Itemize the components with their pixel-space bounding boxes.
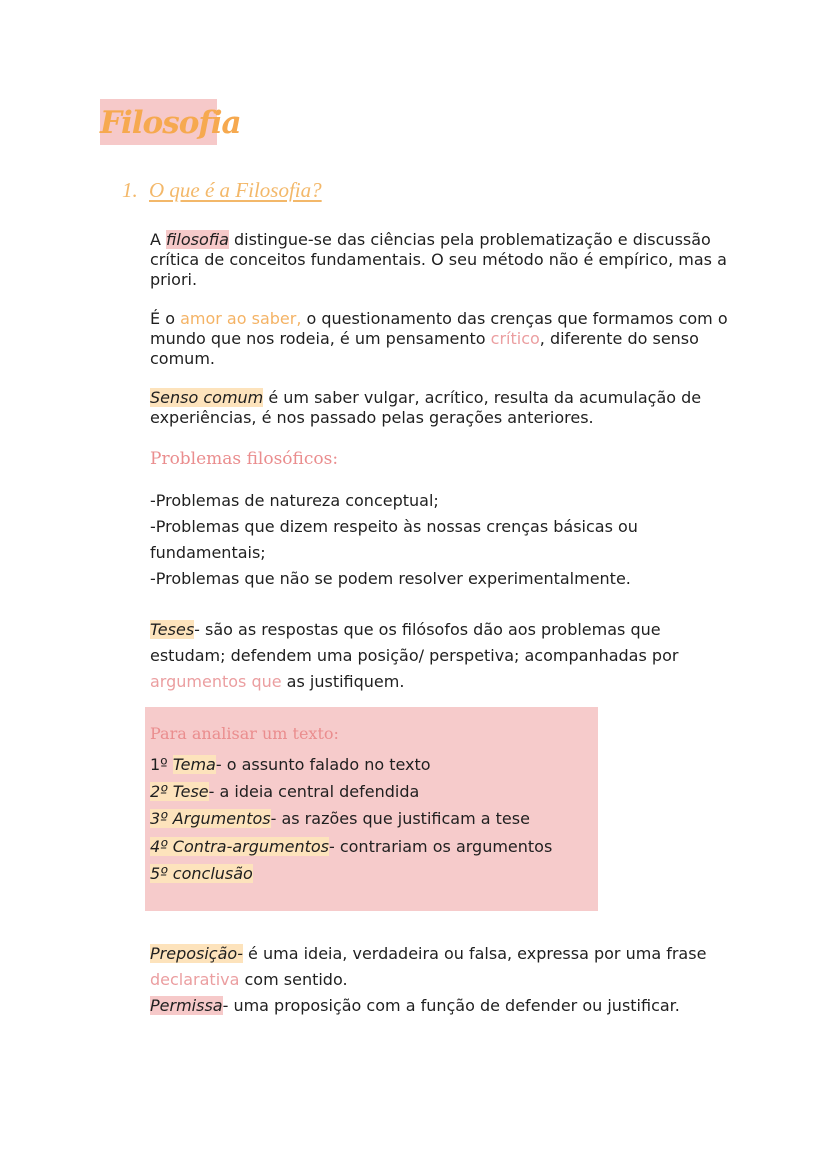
text: - contrariam os argumentos <box>328 837 553 856</box>
paragraph-filosofia <box>150 230 740 290</box>
analysis-heading: Para analisar um texto: <box>150 724 339 743</box>
term: 2º Tese <box>150 782 209 801</box>
paragraph-amor-saber <box>150 309 740 369</box>
text: distingue-se das ciências pela problematização e discussão crítica de conceitos fundamentais. O seu método não é empírico, mas a priori. <box>150 230 727 289</box>
list-item: -Problemas de natureza conceptual; <box>150 491 439 510</box>
term: 3º Argumentos <box>150 809 271 828</box>
text: - o assunto falado no texto <box>215 755 431 774</box>
text: 1º <box>150 755 173 774</box>
term-permissa: Permissa <box>150 996 223 1015</box>
text: - uma proposição com a função de defender ou justificar. <box>222 996 680 1015</box>
page-title: Filosofia <box>100 105 241 141</box>
paragraph-definitions <box>150 941 740 1019</box>
term-senso-comum: Senso comum <box>150 388 264 407</box>
analysis-item <box>150 755 431 774</box>
text: É o <box>150 309 181 328</box>
term-critico: crítico <box>490 329 540 348</box>
term-argumentos: argumentos que <box>150 672 282 691</box>
analysis-item <box>150 864 253 883</box>
paragraph-senso-comum <box>150 388 740 428</box>
term-preposicao: Preposição- <box>150 944 243 963</box>
text: as justifiquem. <box>281 672 405 691</box>
list-item: -Problemas que não se podem resolver experimentalmente. <box>150 569 631 588</box>
text: é uma ideia, verdadeira ou falsa, expressa por uma frase <box>242 944 707 963</box>
text: com sentido. <box>239 970 348 989</box>
text: - a ideia central defendida <box>208 782 420 801</box>
definition-permissa <box>150 993 740 1019</box>
analysis-item <box>150 837 552 856</box>
term: 4º Contra-argumentos <box>150 837 329 856</box>
analysis-item <box>150 782 419 801</box>
text: , diferente do senso comum. <box>150 329 699 368</box>
list-item: -Problemas que dizem respeito às nossas crenças básicas ou fundamentais; <box>150 517 638 562</box>
term-declarativa: declarativa <box>150 970 240 989</box>
paragraph-teses <box>150 617 710 695</box>
term: 5º conclusão <box>150 864 253 883</box>
term: Tema <box>172 755 216 774</box>
text: A <box>150 230 167 249</box>
problems-heading: Problemas filosóficos: <box>150 449 339 469</box>
term-amor-ao-saber: amor ao saber, <box>180 309 302 328</box>
section-title: O que é a Filosofia? <box>149 178 322 202</box>
section-heading <box>122 178 322 203</box>
text: - as razões que justificam a tese <box>270 809 530 828</box>
analysis-item <box>150 809 530 828</box>
text: é um saber vulgar, acrítico, resulta da acumulação de experiências, é nos passado pelas gerações anteriores. <box>150 388 702 427</box>
problems-list <box>150 488 680 592</box>
text: o questionamento das crenças que formamos com o mundo que nos rodeia, é um pensamento <box>150 309 728 348</box>
term-teses: Teses <box>150 620 195 639</box>
text: - são as respostas que os filósofos dão aos problemas que estudam; defendem uma posição/ perspetiva; acompanhadas por <box>150 620 679 665</box>
section-number: 1. <box>122 178 138 202</box>
term-filosofia: filosofia <box>166 230 229 249</box>
definition-preposicao <box>150 941 740 993</box>
